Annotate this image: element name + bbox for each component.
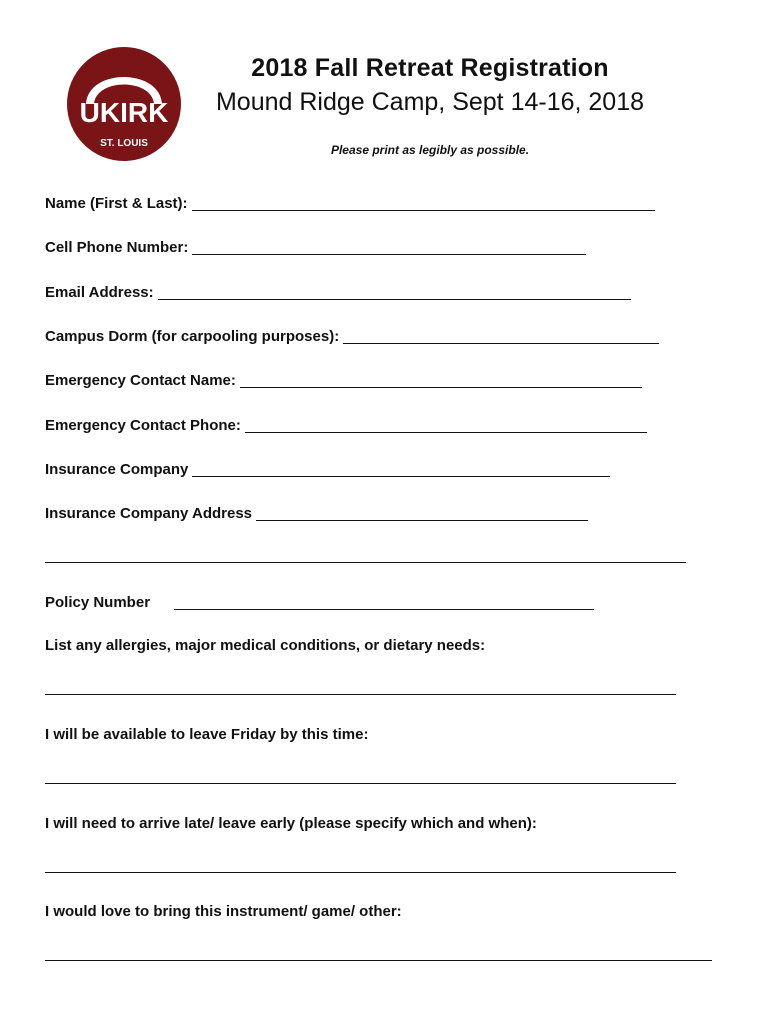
emergency-phone-label: Emergency Contact Phone: xyxy=(45,417,241,434)
cell-phone-field xyxy=(45,234,586,258)
arrive-late-field xyxy=(45,810,537,834)
arrive-late-input-line[interactable] xyxy=(45,872,676,873)
email-field xyxy=(45,279,631,303)
logo-text: UKIRK xyxy=(79,97,169,128)
instrument-input-line[interactable] xyxy=(45,960,712,961)
page-subtitle: Mound Ridge Camp, Sept 14-16, 2018 xyxy=(215,88,645,116)
policy-number-label: Policy Number xyxy=(45,594,151,611)
page-title: 2018 Fall Retreat Registration xyxy=(251,54,609,82)
leave-friday-field xyxy=(45,721,368,745)
dorm-input-line[interactable] xyxy=(343,343,659,344)
allergies-label: List any allergies, major medical conditions, or dietary needs: xyxy=(45,637,486,654)
insurance-address-input-line[interactable] xyxy=(256,520,588,521)
logo-subtext: ST. LOUIS xyxy=(100,138,148,149)
insurance-company-field xyxy=(45,456,610,480)
insurance-address-field xyxy=(45,500,588,524)
emergency-name-field xyxy=(45,367,642,391)
ukirk-logo xyxy=(66,46,182,162)
email-input-line[interactable] xyxy=(158,299,631,300)
insurance-company-input-line[interactable] xyxy=(192,476,610,477)
emergency-phone-field xyxy=(45,412,647,436)
emergency-phone-input-line[interactable] xyxy=(245,432,647,433)
policy-number-input-line[interactable] xyxy=(174,609,594,610)
emergency-name-label: Emergency Contact Name: xyxy=(45,372,236,389)
cell-phone-input-line[interactable] xyxy=(192,254,586,255)
cell-phone-label: Cell Phone Number: xyxy=(45,239,189,256)
name-label: Name (First & Last): xyxy=(45,195,188,212)
emergency-name-input-line[interactable] xyxy=(240,387,642,388)
allergies-input-line[interactable] xyxy=(45,694,676,695)
insurance-address-continuation-line[interactable] xyxy=(45,562,686,563)
insurance-company-label: Insurance Company xyxy=(45,461,189,478)
email-label: Email Address: xyxy=(45,284,154,301)
print-instruction: Please print as legibly as possible. xyxy=(330,143,530,157)
allergies-field xyxy=(45,632,485,656)
leave-friday-label: I will be available to leave Friday by this time: xyxy=(45,726,369,743)
dorm-label: Campus Dorm (for carpooling purposes): xyxy=(45,328,340,345)
instrument-label: I would love to bring this instrument/ game/ other: xyxy=(45,903,402,920)
arrive-late-label: I will need to arrive late/ leave early (please specify which and when): xyxy=(45,815,537,832)
instrument-field xyxy=(45,898,402,922)
policy-number-field xyxy=(45,589,594,613)
name-field xyxy=(45,190,655,214)
name-input-line[interactable] xyxy=(192,210,655,211)
dorm-field xyxy=(45,323,659,347)
insurance-address-label: Insurance Company Address xyxy=(45,505,253,522)
leave-friday-input-line[interactable] xyxy=(45,783,676,784)
